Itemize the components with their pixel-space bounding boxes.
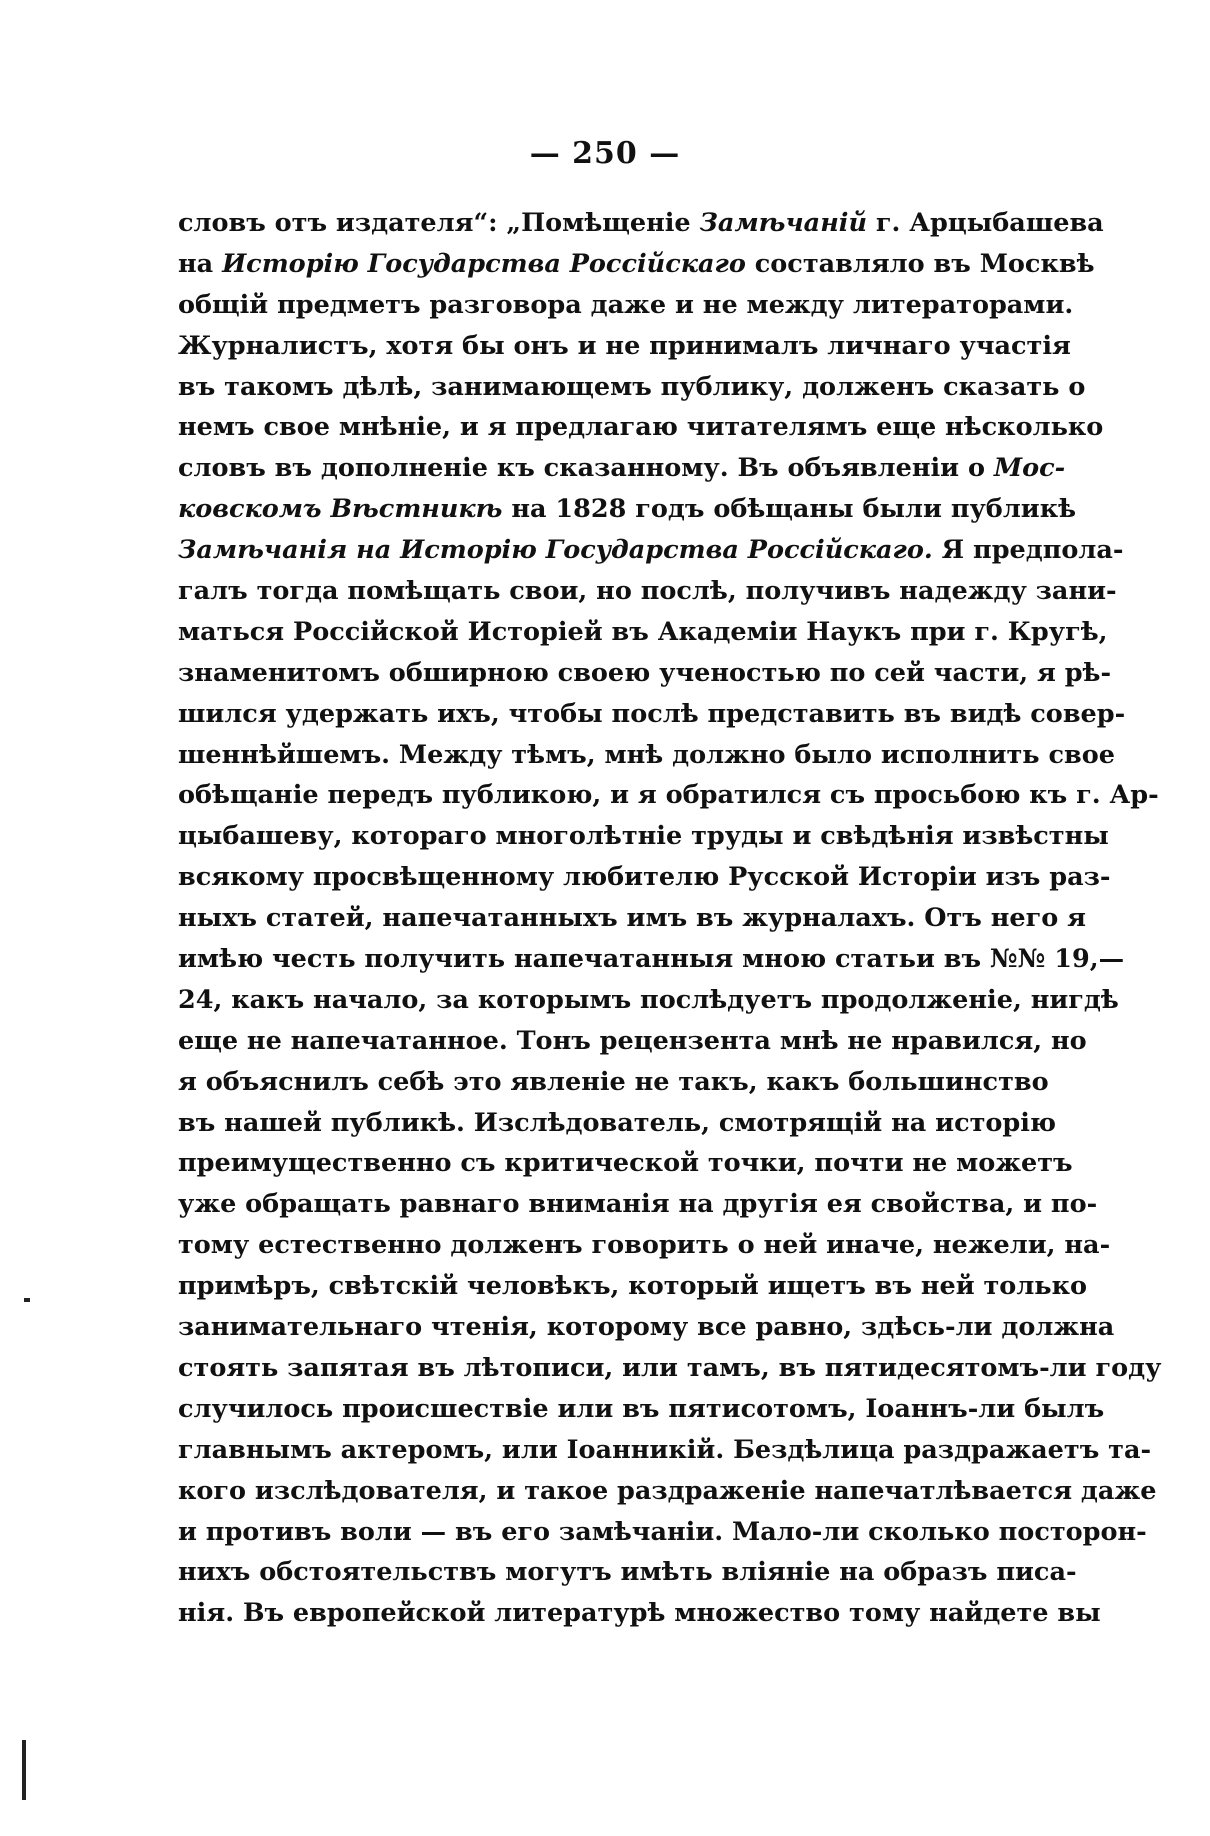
text-line	[178, 203, 1104, 244]
text-span: Журналистъ, хотя бы онъ и не принималъ личнаго участія	[178, 330, 1071, 361]
italic-span: Мос-	[993, 453, 1066, 484]
text-span: и противъ воли — въ его замѣчаніи. Мало-ли сколько посторон-	[178, 1516, 1147, 1547]
text-span: уже обращать равнаго вниманія на другія ея свойства, и по-	[178, 1189, 1098, 1220]
text-line	[178, 1266, 1088, 1307]
text-span: Я предпола-	[932, 535, 1124, 566]
text-line	[178, 244, 1095, 285]
text-line	[178, 1552, 1077, 1593]
page-number: — 250 —	[529, 136, 681, 171]
text-line	[178, 285, 1074, 326]
text-span: всякому просвѣщенному любителю Русской Исторіи изъ раз-	[178, 862, 1111, 893]
text-span: занимательнаго чтенія, которому все равно, здѣсь-ли должна	[178, 1312, 1115, 1343]
text-line	[178, 735, 1115, 776]
text-line	[178, 980, 1119, 1021]
text-line	[178, 612, 1108, 653]
text-line	[178, 1225, 1111, 1266]
text-span: преимущественно съ критической точки, почти не можетъ	[178, 1148, 1073, 1179]
text-span: въ такомъ дѣлѣ, занимающемъ публику, долженъ сказать о	[178, 371, 1086, 402]
text-span: г. Арцыбашева	[867, 208, 1104, 238]
text-span: я объяснилъ себѣ это явленіе не такъ, какъ большинство	[178, 1066, 1049, 1097]
text-span: маться Россійской Исторіей въ Академіи Наукъ при г. Кругѣ,	[178, 616, 1108, 647]
text-span: случилось происшествіе или въ пятисотомъ, Іоаннъ-ли былъ	[178, 1393, 1105, 1424]
text-line	[178, 407, 1104, 448]
text-span: шился удержать ихъ, чтобы послѣ представить въ видѣ совер-	[178, 698, 1126, 729]
text-line	[178, 1143, 1073, 1184]
margin-mark	[24, 1298, 30, 1302]
italic-span: Замѣчаній	[699, 208, 868, 238]
text-line	[178, 1021, 1087, 1062]
text-line	[178, 1307, 1115, 1348]
text-span: составляло въ Москвѣ	[745, 248, 1095, 279]
text-span: стоять запятая въ лѣтописи, или тамъ, въ пятидесятомъ-ли году	[178, 1352, 1162, 1383]
text-line	[178, 367, 1086, 408]
text-span: тому естественно долженъ говорить о ней иначе, нежели, на-	[178, 1230, 1111, 1261]
italic-span: Исторію Государства Россійскаго	[222, 248, 746, 279]
text-span: въ нашей публикѣ. Изслѣдователь, смотрящій на исторію	[178, 1107, 1057, 1138]
italic-span: Замѣчанія на Исторію Государства Россійскаго.	[178, 535, 933, 566]
text-line	[178, 489, 1077, 530]
text-span: словъ отъ издателя“: „Помѣщеніе	[178, 208, 700, 238]
text-line	[178, 1471, 1157, 1512]
text-span: галъ тогда помѣщать свои, но послѣ, получивъ надежду зани-	[178, 576, 1117, 607]
text-span: на	[178, 248, 223, 279]
text-span: словъ въ дополненіе къ сказанному. Въ объявленіи о	[178, 453, 994, 484]
text-span: нихъ обстоятельствъ могутъ имѣть вліяніе на образъ писа-	[178, 1557, 1077, 1588]
text-span: имѣю честь получить напечатанныя мною статьи въ №№ 19,—	[178, 944, 1125, 975]
text-line	[178, 530, 1124, 571]
text-span: обѣщаніе передъ публикою, и я обратился съ просьбою къ г. Ар-	[178, 780, 1159, 811]
text-line	[178, 448, 1066, 489]
text-line	[178, 571, 1117, 612]
text-line	[178, 326, 1071, 367]
text-line	[178, 775, 1159, 816]
text-span: кого изслѣдователя, и такое раздраженіе напечатлѣвается даже	[178, 1475, 1157, 1506]
text-span: общій предметъ разговора даже и не между литераторами.	[178, 289, 1074, 320]
body-text	[178, 203, 1162, 1634]
text-line	[178, 857, 1111, 898]
text-line	[178, 1184, 1098, 1225]
text-line	[178, 694, 1126, 735]
text-line	[178, 1062, 1049, 1103]
text-span: ныхъ статей, напечатанныхъ имъ въ журналахъ. Отъ него я	[178, 903, 1086, 934]
text-line	[178, 1389, 1105, 1430]
text-line	[178, 653, 1112, 694]
text-span: шеннѣйшемъ. Между тѣмъ, мнѣ должно было исполнить свое	[178, 739, 1115, 770]
text-span: немъ свое мнѣніе, и я предлагаю читателямъ еще нѣсколько	[178, 412, 1104, 443]
text-line	[178, 939, 1125, 980]
text-span: цыбашеву, котораго многолѣтніе труды и свѣдѣнія извѣстны	[178, 821, 1109, 852]
text-line	[178, 1512, 1147, 1553]
text-line	[178, 1103, 1057, 1144]
text-line	[178, 1430, 1152, 1471]
text-line	[178, 816, 1109, 857]
text-span: главнымъ актеромъ, или Іоанникій. Бездѣлица раздражаетъ та-	[178, 1434, 1152, 1465]
text-span: примѣръ, свѣтскій человѣкъ, который ищетъ въ ней только	[178, 1271, 1088, 1302]
text-line	[178, 1348, 1162, 1389]
text-span: 24, какъ начало, за которымъ послѣдуетъ продолженіе, нигдѣ	[178, 984, 1119, 1015]
text-line	[178, 898, 1086, 939]
text-span: еще не напечатанное. Тонъ рецензента мнѣ не нравился, но	[178, 1025, 1087, 1056]
text-span: нія. Въ европейской литературѣ множество тому найдете вы	[178, 1598, 1101, 1629]
margin-mark	[22, 1740, 26, 1800]
text-span: знаменитомъ обширною своею ученостью по сей части, я рѣ-	[178, 657, 1112, 688]
text-line	[178, 1593, 1101, 1634]
text-span: на 1828 годъ обѣщаны были публикѣ	[502, 494, 1077, 525]
italic-span: ковскомъ Вѣстникѣ	[178, 494, 503, 525]
